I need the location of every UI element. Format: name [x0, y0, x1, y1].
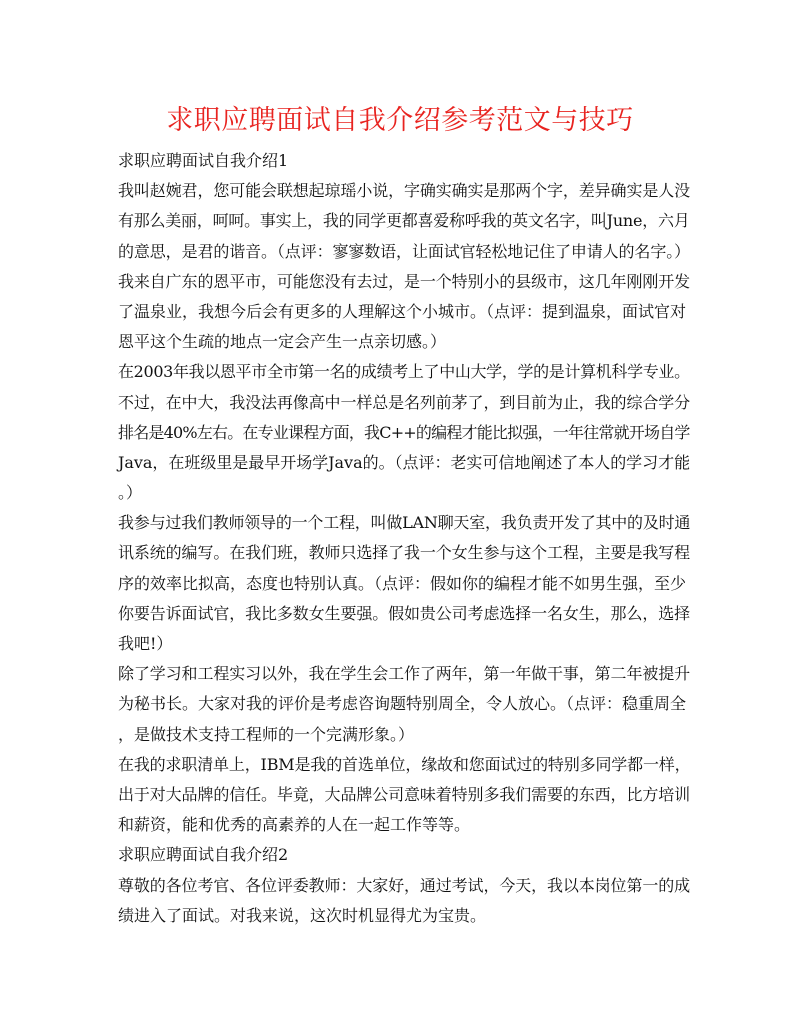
section-heading-2: 求职应聘面试自我介绍2: [118, 845, 289, 865]
paragraph-line: 在2003年我以恩平市全市第一名的成绩考上了中山大学，学的是计算机科学专业。: [118, 362, 690, 382]
paragraph-line: 排名是40%左右。在专业课程方面，我C++的编程才能比拟强，一年往常就开场自学: [118, 422, 690, 442]
paragraph-line: 我来自广东的恩平市，可能您没有去过，是一个特别小的县级市，这几年刚刚开发: [118, 271, 691, 291]
paragraph-line: 有那么美丽，呵呵。事实上，我的同学更都喜爱称呼我的英文名字，叫June，六月: [118, 211, 690, 231]
paragraph-line: 我吧!）: [118, 634, 173, 653]
paragraph-line: 不过，在中大，我没法再像高中一样总是名列前茅了，到目前为止，我的综合学分: [118, 392, 691, 412]
paragraph-line: 和薪资，能和优秀的高素养的人在一起工作等等。: [118, 815, 471, 835]
paragraph-line: 为秘书长。大家对我的评价是考虑咨询题特别周全，令人放心。（点评：稳重周全: [118, 694, 687, 714]
paragraph-line: 我叫赵婉君，您可能会联想起琼瑶小说，字确实确实是那两个字，差异确实是人没: [118, 181, 691, 201]
paragraph-line: 讯系统的编写。在我们班，教师只选择了我一个女生参与这个工程，主要是我写程: [118, 543, 691, 563]
paragraph-line: 的意思，是君的谐音。（点评：寥寥数语，让面试官轻松地记住了申请人的名字。）: [118, 241, 691, 261]
paragraph-line: 出于对大品牌的信任。毕竟，大品牌公司意味着特别多我们需要的东西，比方培训: [118, 784, 691, 804]
paragraph-line: 了温泉业，我想今后会有更多的人理解这个小城市。（点评：提到温泉，面试官对: [118, 301, 687, 321]
document-body: [118, 146, 691, 931]
paragraph-line: 恩平这个生疏的地点一定会产生一点亲切感。）: [118, 332, 447, 352]
document-title: 求职应聘面试自我介绍参考范文与技巧: [166, 105, 634, 136]
paragraph-line: ，是做技术支持工程师的一个完满形象。）: [118, 724, 415, 744]
paragraph-line: 尊敬的各位考官、各位评委教师：大家好，通过考试，今天，我以本岗位第一的成: [118, 875, 691, 895]
paragraph-line: 你要告诉面试官，我比多数女生要强。假如贵公司考虑选择一名女生，那么，选择: [118, 603, 691, 623]
paragraph-line: 除了学习和工程实习以外，我在学生会工作了两年，第一年做干事，第二年被提升: [118, 664, 691, 684]
paragraph-line: 我参与过我们教师领导的一个工程，叫做LAN聊天室，我负责开发了其中的及时通: [118, 513, 691, 533]
paragraph-line: 序的效率比拟高，态度也特别认真。（点评：假如你的编程才能不如男生强，至少: [118, 573, 687, 593]
section-heading-1: 求职应聘面试自我介绍1: [118, 151, 289, 170]
paragraph-line: 在我的求职清单上，IBM是我的首选单位，缘故和您面试过的特别多同学都一样，: [118, 754, 691, 774]
paragraph-line: 绩进入了面试。对我来说，这次时机显得尤为宝贵。: [118, 905, 487, 925]
paragraph-line: Java，在班级里是最早开场学Java的。（点评：老实可信地阐述了本人的学习才能: [118, 452, 691, 472]
paragraph-line: 。）: [118, 483, 143, 503]
